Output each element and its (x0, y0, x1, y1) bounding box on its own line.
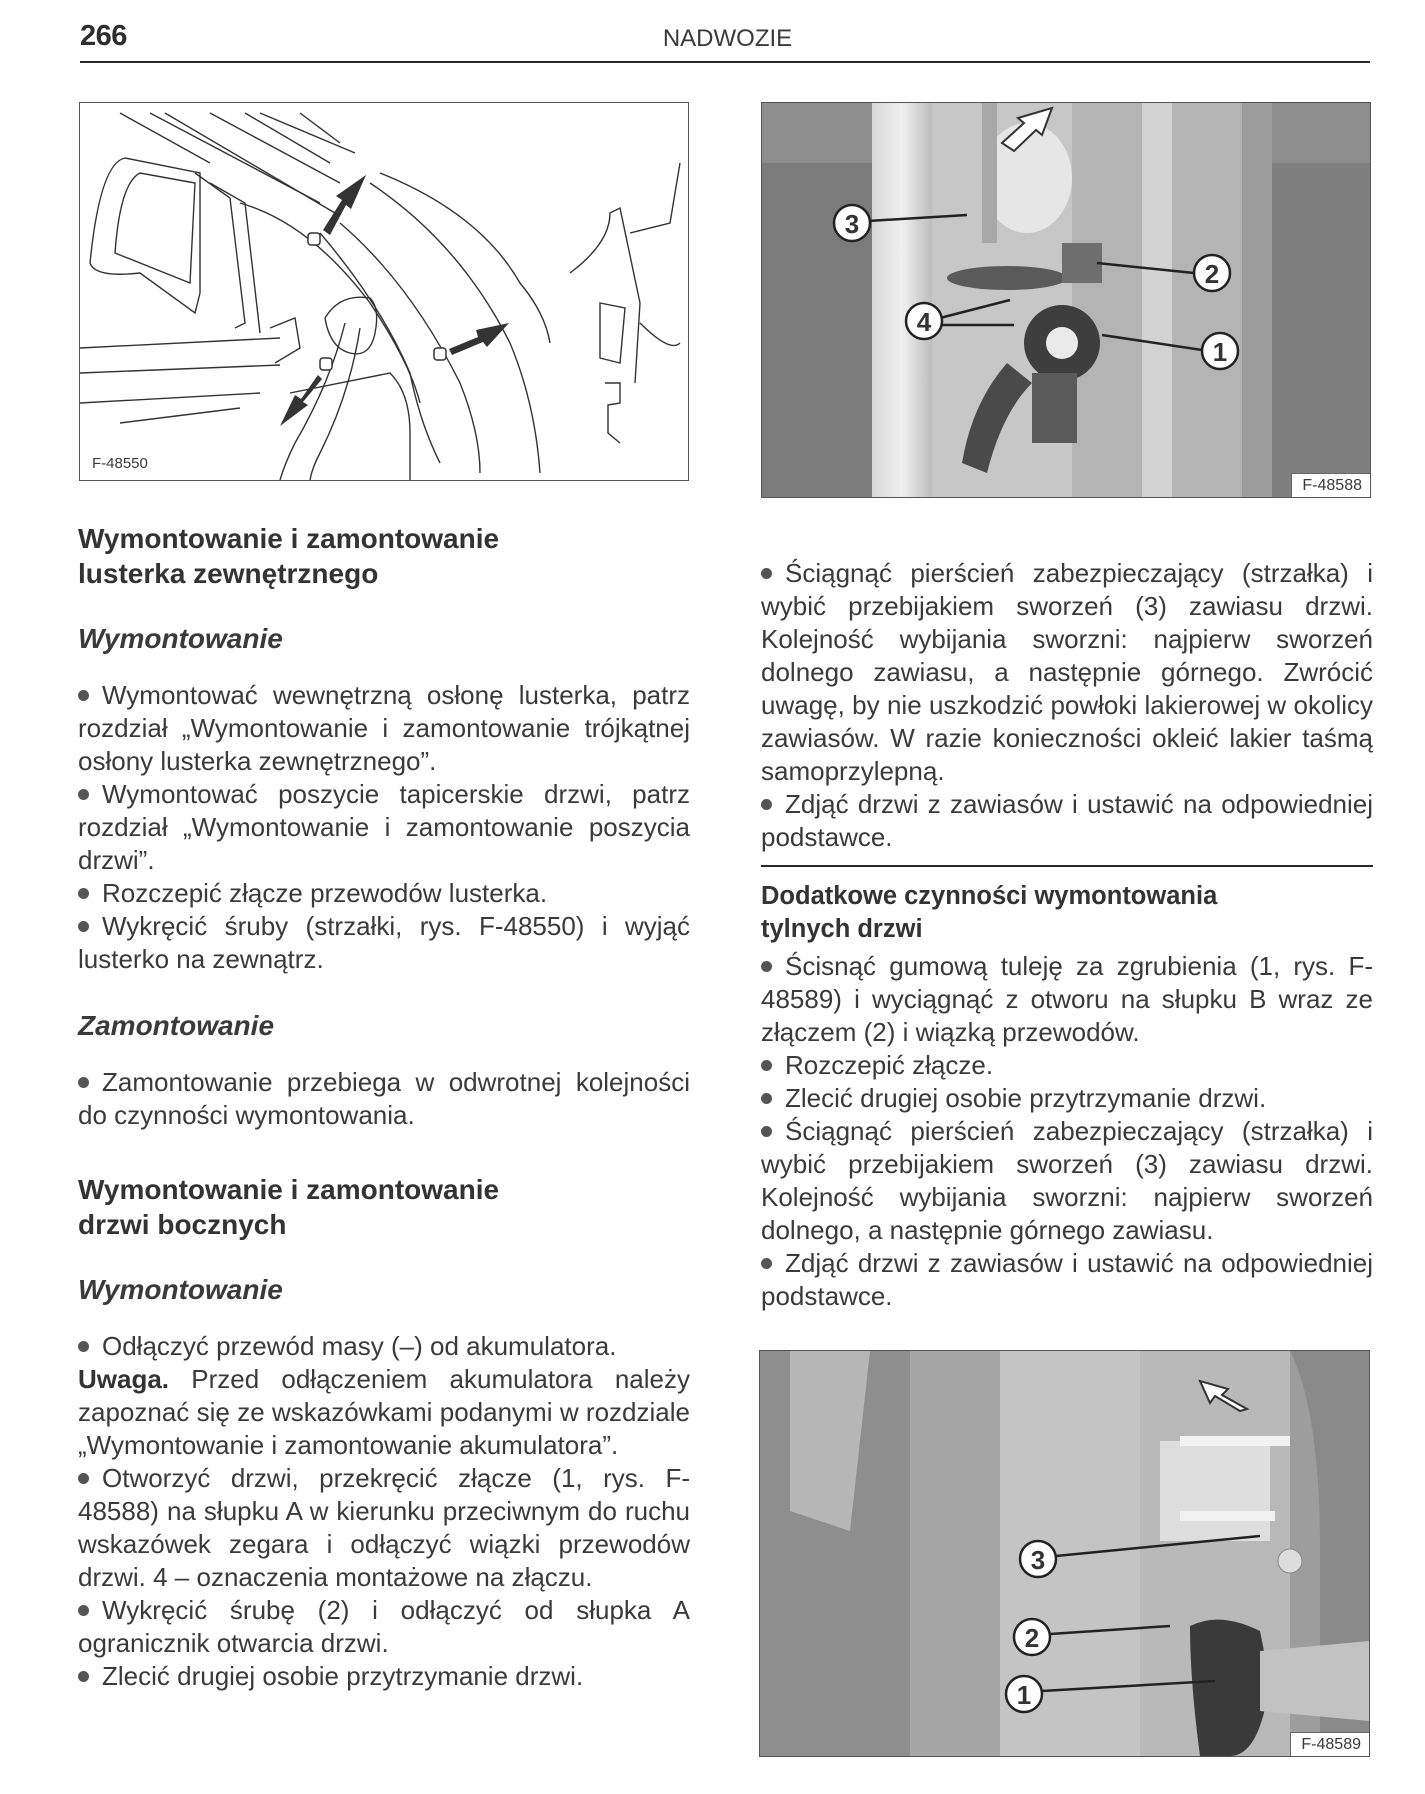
note-label: Uwaga. (78, 1364, 170, 1394)
list-item: Rozczepić złącze. (761, 1049, 1373, 1082)
list-item: Wymontować wewnętrzną osłonę lusterka, patrz rozdział „Wymontowanie i zamontowanie trójkątnej osłony lusterka zewnętrznego”. (78, 680, 690, 776)
running-title: NADWOZIE (662, 25, 793, 52)
bullet-icon (78, 1341, 89, 1352)
list-item: Ściągnąć pierścień zabezpieczający (strzałka) i wybić przebijakiem sworzeń (3) zawiasu drzwi. Kolejność wybijania sworzni: najpierw sworzeń dolnego zawiasu, a następnie górnego. Zwrócić uwagę, by nie uszkodzić powłoki lakierowej w okolicy zawiasów. W razie konieczności okleić lakier taśmą samoprzylepną. (761, 558, 1373, 786)
removal-list (78, 679, 690, 976)
section-title-rear-doors: Dodatkowe czynności wymontowania tylnych drzwi (761, 882, 1218, 943)
list-item: Wykręcić śruby (strzałki, rys. F-48550) i wyjąć lusterko na zewnątrz. (78, 911, 690, 974)
figure-rear-hinge (759, 1350, 1370, 1757)
list-item: Odłączyć przewód masy (–) od akumulatora. (78, 1330, 690, 1363)
note-paragraph: Uwaga. Przed odłączeniem akumulatora należy zapoznać się ze wskazówkami podanymi w rozdziale „Wymontowanie i zamontowanie akumulatora”. (78, 1364, 690, 1460)
install-list (78, 1066, 690, 1132)
figure-label: F-48589 (1290, 1732, 1369, 1756)
list-item: Zamontowanie przebiega w odwrotnej kolejności do czynności wymontowania. (78, 1067, 690, 1130)
bullet-icon (78, 690, 89, 701)
bullet-icon (78, 789, 89, 800)
figure-label: F-48550 (92, 455, 148, 472)
header-rule (80, 61, 1370, 63)
bullet-icon (761, 799, 772, 810)
arrow-icon (280, 375, 322, 426)
bullet-icon (78, 1077, 89, 1088)
bullet-icon (78, 1671, 89, 1682)
section-title-doors: Wymontowanie i zamontowanie drzwi bocznych (78, 1174, 500, 1240)
list-item: Zlecić drugiej osobie przytrzymanie drzwi. (78, 1660, 690, 1693)
list-item: Ściągnąć pierścień zabezpieczający (strzałka) i wybić przebijakiem sworzeń (3) zawiasu drzwi. Kolejność wybijania sworzni: najpierw sworzeń dolnego, a następnie górnego zawiasu. (761, 1116, 1373, 1245)
section-divider (761, 865, 1373, 867)
list-item: Rozczepić złącze przewodów lusterka. (78, 877, 690, 910)
left-column (78, 521, 690, 1693)
subheading-removal: Wymontowanie (78, 623, 283, 654)
arrow-icon (449, 323, 509, 355)
bullet-icon (761, 1060, 772, 1071)
callout-2: 2 (1204, 259, 1220, 289)
list-item: Zdjąć drzwi z zawiasów i ustawić na odpowiedniej podstawce. (761, 1248, 1373, 1311)
callout-1: 1 (1212, 337, 1228, 367)
bullet-icon (78, 888, 89, 899)
mirror-drawing-illustration (80, 103, 688, 480)
bullet-icon (761, 568, 772, 579)
section-title-mirror: Wymontowanie i zamontowanie lusterka zewnętrznego (78, 523, 500, 589)
subheading-install: Zamontowanie (78, 1010, 275, 1041)
list-item: Ścisnąć gumową tuleję za zgrubienia (1, rys. F-48589) i wyciągnąć z otworu na słupku B wraz ze złączem (2) i wiązką przewodów. (761, 951, 1373, 1047)
callout-2: 2 (1024, 1623, 1040, 1653)
callout-4: 4 (916, 307, 932, 337)
figure-label: F-48588 (1291, 473, 1370, 497)
bullet-icon (761, 1093, 772, 1104)
rear-hinge-photo (760, 1351, 1369, 1756)
bullet-icon (78, 1605, 89, 1616)
doors-removal-list (78, 1330, 690, 1693)
list-item: Zlecić drugiej osobie przytrzymanie drzwi. (761, 1082, 1373, 1115)
list-item: Wykręcić śrubę (2) i odłączyć od słupka A ogranicznik otwarcia drzwi. (78, 1595, 690, 1658)
bullet-icon (78, 1473, 89, 1484)
callout-3: 3 (1030, 1545, 1046, 1575)
figure-mirror (79, 102, 689, 481)
bullet-icon (761, 1258, 772, 1269)
list-item: Wymontować poszycie tapicerskie drzwi, patrz rozdział „Wymontowanie i zamontowanie poszycia drzwi”. (78, 779, 690, 875)
bullet-icon (761, 961, 772, 972)
bullet-icon (761, 1126, 772, 1137)
subheading-removal-doors: Wymontowanie (78, 1274, 283, 1305)
figure-front-hinge (761, 102, 1371, 498)
bullet-icon (78, 921, 89, 932)
page-number: 266 (80, 20, 127, 52)
callout-1: 1 (1016, 1680, 1032, 1710)
list-item: Otworzyć drzwi, przekręcić złącze (1, rys. F-48588) na słupku A w kierunku przeciwnym do ruchu wskazówek zegara i odłączyć wiązki przewodów drzwi. 4 – oznaczenia montażowe na złączu. (78, 1463, 690, 1592)
front-hinge-photo (762, 103, 1370, 497)
callout-3: 3 (844, 209, 860, 239)
right-column (761, 557, 1373, 1313)
list-item: Zdjąć drzwi z zawiasów i ustawić na odpowiedniej podstawce. (761, 789, 1373, 852)
rear-doors-list (761, 950, 1373, 1313)
